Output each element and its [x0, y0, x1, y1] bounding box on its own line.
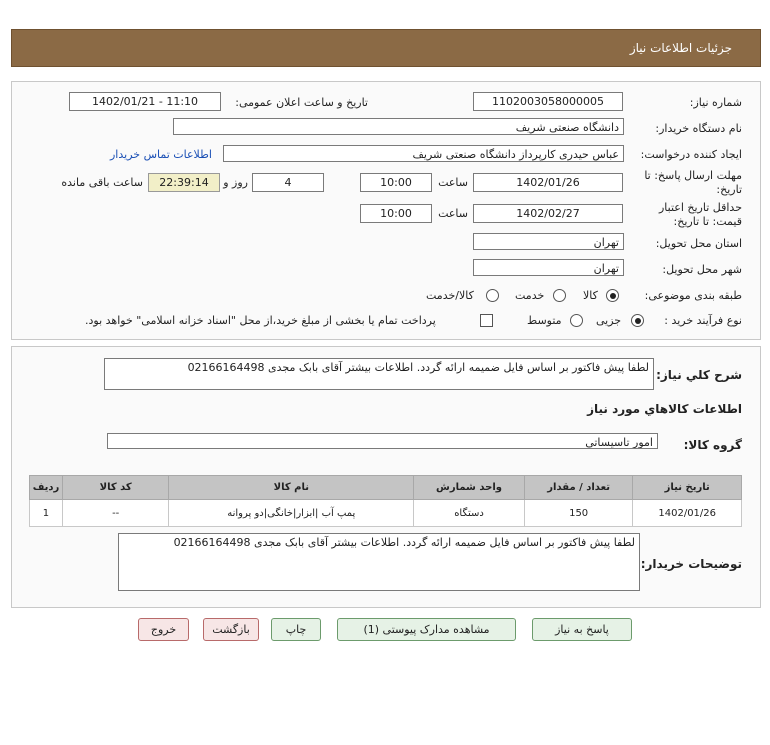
exit-button[interactable]: خروج	[138, 618, 189, 641]
buyer-notes-field[interactable]: لطفا پیش فاکتور بر اساس فایل ضمیمه ارائه گردد. اطلاعات بیشتر آقای بابک مجدی 02166164498	[118, 533, 640, 591]
remaining-time-field: 22:39:14	[148, 173, 220, 192]
cell-unit: دستگاه	[414, 500, 525, 527]
col-name: نام کالا	[169, 476, 414, 500]
goods-table	[29, 475, 742, 527]
category-radio-goods[interactable]	[606, 289, 619, 302]
buyer-notes-label: توضیحات خریدار:	[640, 557, 742, 571]
reply-button[interactable]: پاسخ به نیاز	[532, 618, 632, 641]
col-unit: واحد شمارش	[414, 476, 525, 500]
attachments-button[interactable]: مشاهده مدارک پیوستی (1)	[337, 618, 516, 641]
process-option-minor: جزیی	[596, 314, 622, 327]
process-radio-minor[interactable]	[631, 314, 644, 327]
goods-group-field[interactable]: امور تاسیساتی	[107, 433, 658, 449]
col-code: کد کالا	[62, 476, 168, 500]
validity-time-label: ساعت	[438, 207, 468, 220]
contact-buyer-link[interactable]: اطلاعات تماس خریدار	[110, 148, 212, 161]
validity-label-2: قیمت: تا تاریخ:	[673, 215, 742, 228]
buyer-label: نام دستگاه خریدار:	[655, 122, 742, 135]
cell-row: 1	[30, 500, 63, 527]
category-option-goods: کالا	[583, 289, 598, 302]
cell-date: 1402/01/26	[633, 500, 742, 527]
reply-time-field[interactable]: 10:00	[360, 173, 432, 192]
creator-label: ایجاد کننده درخواست:	[640, 148, 742, 161]
validity-date-field[interactable]: 1402/02/27	[473, 204, 623, 223]
announce-label: تاریخ و ساعت اعلان عمومی:	[235, 96, 368, 109]
summary-label: شرح کلي نياز:	[656, 368, 742, 382]
category-label: طبقه بندی موضوعی:	[644, 289, 742, 302]
buyer-field[interactable]: دانشگاه صنعتی شریف	[173, 118, 624, 135]
page-header	[11, 29, 761, 67]
validity-label-1: حداقل تاریخ اعتبار	[658, 201, 742, 214]
summary-field[interactable]: لطفا پیش فاکتور بر اساس فایل ضمیمه ارائه گردد. اطلاعات بیشتر آقای بابک مجدی 02166164498	[104, 358, 654, 390]
process-label: نوع فرآیند خرید :	[664, 314, 742, 327]
process-option-medium: متوسط	[527, 314, 562, 327]
validity-time-field[interactable]: 10:00	[360, 204, 432, 223]
reply-deadline-label-1: مهلت ارسال پاسخ: تا	[644, 169, 742, 182]
back-button[interactable]: بازگشت	[203, 618, 259, 641]
col-row: ردیف	[30, 476, 63, 500]
col-date: تاریخ نیاز	[633, 476, 742, 500]
category-radio-goods-service[interactable]	[486, 289, 499, 302]
days-label: روز و	[223, 176, 248, 189]
city-label: شهر محل تحویل:	[662, 263, 742, 276]
table-row	[30, 500, 742, 527]
reply-date-field[interactable]: 1402/01/26	[473, 173, 623, 192]
reply-deadline-label-2: تاریخ:	[716, 183, 742, 196]
reply-time-label: ساعت	[438, 176, 468, 189]
remaining-label: ساعت باقی مانده	[61, 176, 143, 189]
treasury-payment-text: پرداخت تمام یا بخشی از مبلغ خرید،از محل "اسناد خزانه اسلامی" خواهد بود.	[85, 314, 436, 327]
days-field[interactable]: 4	[252, 173, 324, 192]
treasury-payment-checkbox[interactable]	[480, 314, 493, 327]
process-radio-medium[interactable]	[570, 314, 583, 327]
goods-group-label: گروه کالا:	[683, 438, 742, 452]
category-option-goods-service: کالا/خدمت	[426, 289, 474, 302]
announce-field[interactable]: 1402/01/21 - 11:10	[69, 92, 221, 111]
creator-field[interactable]: عباس حیدری کارپرداز دانشگاه صنعتی شریف	[223, 145, 624, 162]
goods-info-title: اطلاعات کالاهاي مورد نياز	[587, 402, 742, 416]
province-label: استان محل تحویل:	[655, 237, 742, 250]
city-field[interactable]: تهران	[473, 259, 624, 276]
page-title: جزئیات اطلاعات نیاز	[629, 41, 732, 55]
province-field[interactable]: تهران	[473, 233, 624, 250]
cell-name: پمپ آب |ابزار|خانگی|دو پروانه	[169, 500, 414, 527]
cell-qty: 150	[524, 500, 633, 527]
print-button[interactable]: چاپ	[271, 618, 321, 641]
col-qty: تعداد / مقدار	[524, 476, 633, 500]
need-no-label: شماره نیاز:	[689, 96, 742, 109]
need-no-field[interactable]: 1102003058000005	[473, 92, 623, 111]
cell-code: --	[62, 500, 168, 527]
category-option-service: خدمت	[515, 289, 545, 302]
table-header-row	[30, 476, 742, 500]
category-radio-service[interactable]	[553, 289, 566, 302]
